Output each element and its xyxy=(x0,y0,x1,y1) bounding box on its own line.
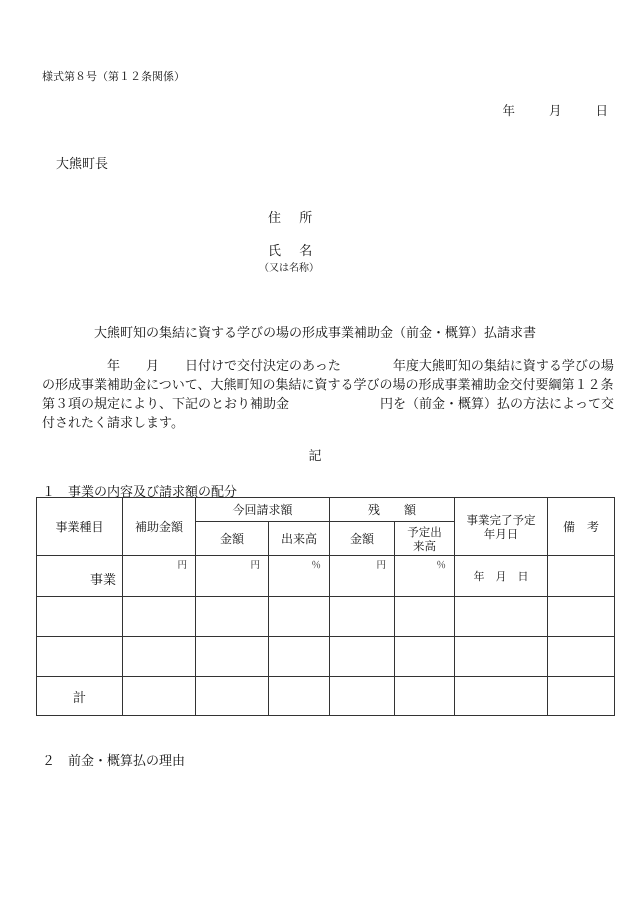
header-amount-remaining: 金額 xyxy=(330,522,395,556)
unit-percent: ％ xyxy=(436,560,446,571)
cell-progress xyxy=(269,556,330,597)
cell-request-amount xyxy=(196,556,269,597)
header-project-type: 事業種目 xyxy=(37,498,123,556)
header-planned-progress: 予定出来高 xyxy=(395,522,455,556)
request-table xyxy=(36,497,615,716)
header-progress: 出来高 xyxy=(269,522,330,556)
date-day: 日 xyxy=(595,103,608,118)
date-year: 年 xyxy=(502,103,515,118)
unit-percent: ％ xyxy=(311,560,321,571)
name-label: 氏 名 xyxy=(268,244,315,259)
cell-planned-progress xyxy=(395,556,455,597)
first-row-label: 事業 xyxy=(89,573,116,588)
ki-heading: 記 xyxy=(308,449,322,464)
total-row xyxy=(37,677,615,716)
date-line xyxy=(502,101,608,119)
request-body: 年 月 日付けで交付決定のあった 年度大熊町知の集結に資する学びの場の形成事業補助金について、大熊町知の集結に資する学びの場の形成事業補助金交付要綱第１２条第３項の規定により、下記のとおり補助金 円を（前金・概算）払の方法によって交付されたく請求します。 xyxy=(42,359,615,431)
unit-yen: 円 xyxy=(177,560,187,571)
date-month: 月 xyxy=(548,103,562,118)
cell-remarks xyxy=(548,556,615,597)
table-row xyxy=(37,597,615,637)
name-sublabel: （又は名称） xyxy=(259,263,319,274)
section-2-heading: ２ 前金・概算払の理由 xyxy=(42,754,186,769)
section-1-heading: １ 事業の内容及び請求額の配分 xyxy=(42,485,238,500)
cell-project-type xyxy=(37,556,123,597)
header-remarks: 備 考 xyxy=(548,498,615,556)
address-label: 住 所 xyxy=(268,211,315,226)
total-label: 計 xyxy=(37,677,123,716)
cell-remaining-amount xyxy=(330,556,395,597)
header-amount: 金額 xyxy=(196,522,269,556)
addressee: 大熊町長 xyxy=(56,157,109,172)
cell-completion-date: 年 月 日 xyxy=(455,556,548,597)
form-number: 様式第８号（第１２条関係） xyxy=(42,70,185,83)
header-subsidy-amount: 補助金額 xyxy=(123,498,196,556)
document-title: 大熊町知の集結に資する学びの場の形成事業補助金（前金・概算）払請求書 xyxy=(93,326,536,341)
table-row xyxy=(37,637,615,677)
unit-yen: 円 xyxy=(250,560,260,571)
header-completion-date: 事業完了予定年月日 xyxy=(455,498,548,556)
header-current-request: 今回請求額 xyxy=(196,498,330,522)
unit-yen: 円 xyxy=(376,560,386,571)
header-remaining: 残 額 xyxy=(330,498,455,522)
cell-subsidy-amount xyxy=(123,556,196,597)
